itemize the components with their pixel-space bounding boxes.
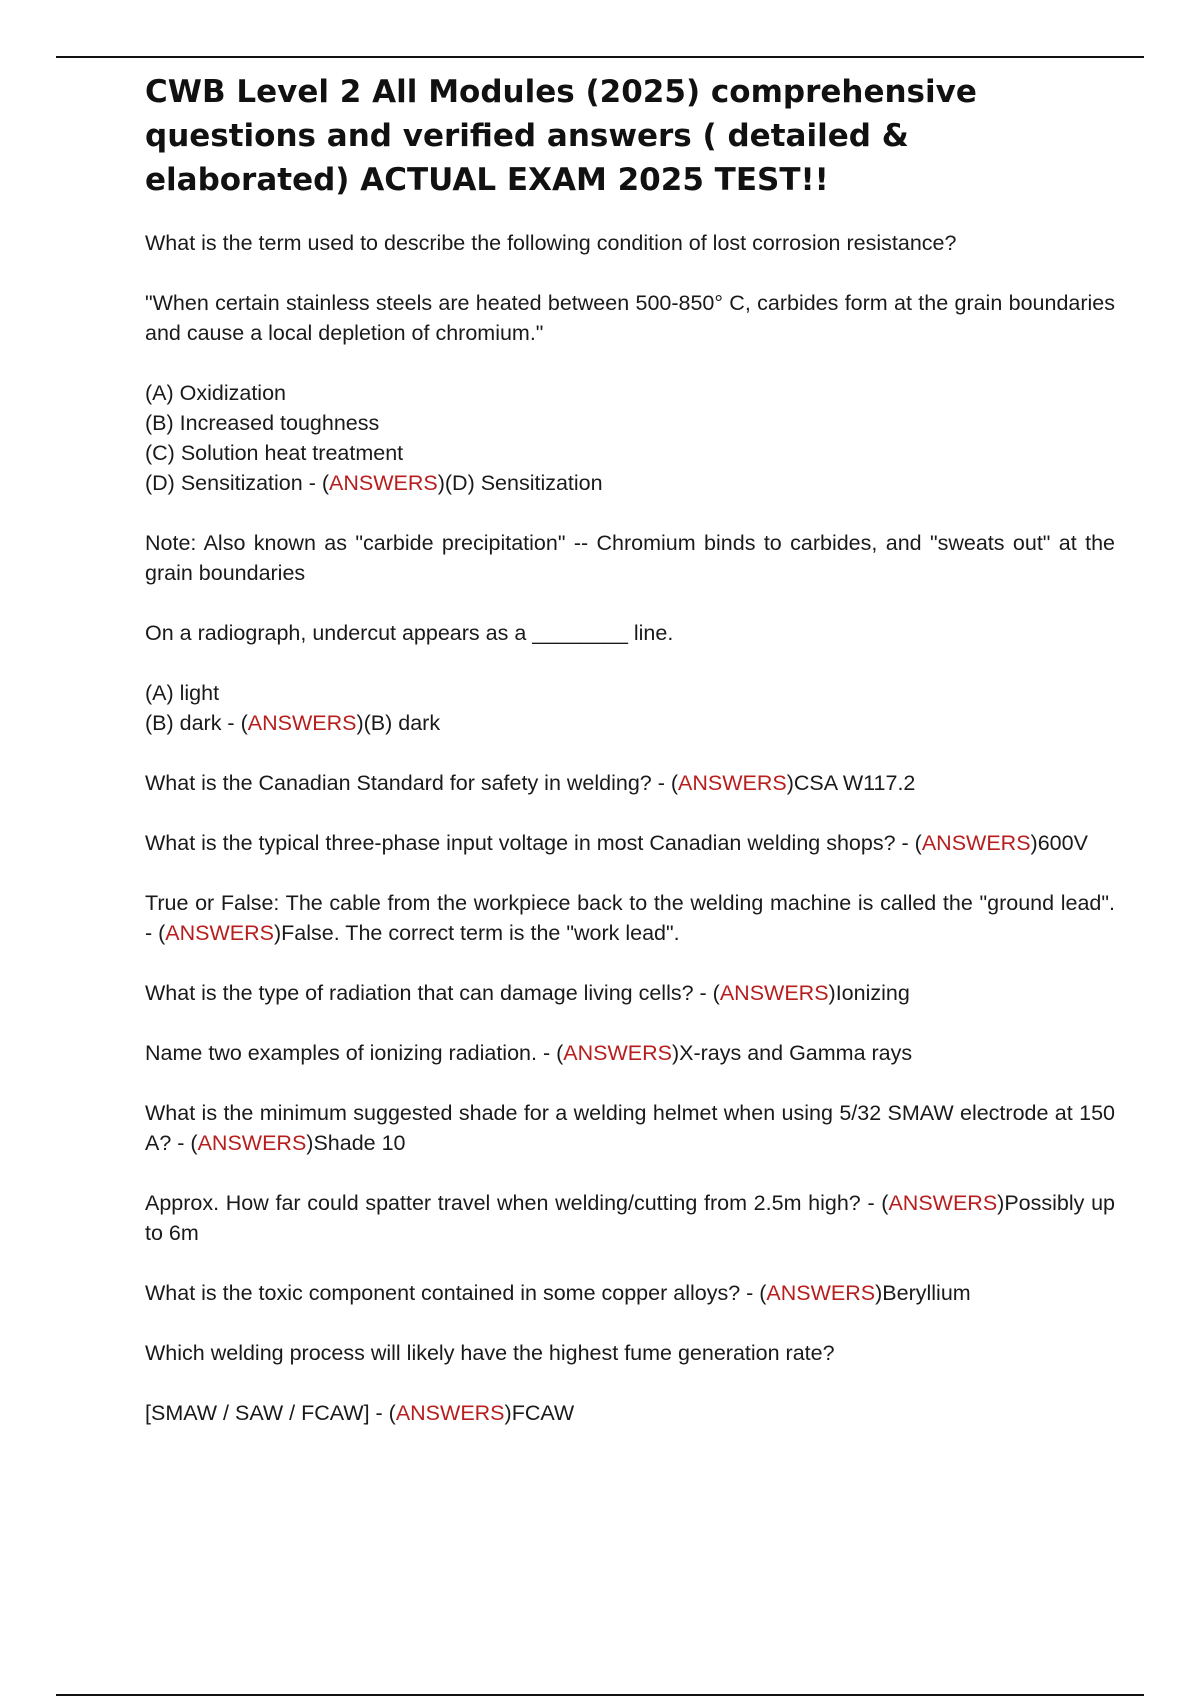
q11-choices: [SMAW / SAW / FCAW] - (ANSWERS)FCAW: [145, 1401, 575, 1425]
q3-answer: )CSA W117.2: [786, 771, 916, 795]
q11-answer: )FCAW: [504, 1401, 575, 1425]
answers-tag: ANSWERS: [921, 831, 1031, 855]
q1-option-b: (B) Increased toughness: [145, 411, 380, 435]
answers-tag: ANSWERS: [678, 771, 787, 795]
q8: What is the minimum suggested shade for a welding helmet when using 5/32 SMAW electrode at 150 A? - (ANSWERS)Shade 10: [145, 1101, 1115, 1155]
q8-answer: )Shade 10: [306, 1131, 406, 1155]
document-body: [145, 70, 1115, 1458]
answers-tag: ANSWERS: [247, 711, 357, 735]
answers-tag: ANSWERS: [766, 1281, 876, 1305]
q1-quote: "When certain stainless steels are heated between 500-850° C, carbides form at the grain boundaries and cause a local depletion of chromium.": [145, 291, 1115, 345]
q2-question: On a radiograph, undercut appears as a ________ line.: [145, 621, 674, 645]
answers-tag: ANSWERS: [888, 1191, 998, 1215]
answers-tag: ANSWERS: [197, 1131, 307, 1155]
q1-option-d: (D) Sensitization - (ANSWERS)(D) Sensitization: [145, 471, 603, 495]
q10-answer: )Beryllium: [875, 1281, 971, 1305]
q1-question: What is the term used to describe the following condition of lost corrosion resistance?: [145, 231, 957, 255]
q6-answer: )Ionizing: [828, 981, 910, 1005]
q5-answer: )False. The correct term is the "work lead".: [274, 921, 680, 945]
q10: What is the toxic component contained in some copper alloys? - (ANSWERS)Beryllium: [145, 1281, 971, 1305]
bottom-rule: [56, 1694, 1144, 1696]
q1-note: Note: Also known as "carbide precipitation" -- Chromium binds to carbides, and "sweats out" at the grain boundaries: [145, 531, 1115, 585]
q11-question: Which welding process will likely have the highest fume generation rate?: [145, 1341, 835, 1365]
q6: What is the type of radiation that can damage living cells? - (ANSWERS)Ionizing: [145, 981, 910, 1005]
answers-tag: ANSWERS: [395, 1401, 505, 1425]
answers-tag: ANSWERS: [563, 1041, 672, 1065]
top-rule: [56, 56, 1144, 58]
q9: Approx. How far could spatter travel when welding/cutting from 2.5m high? - (ANSWERS)Possibly up to 6m: [145, 1191, 1115, 1245]
q7-answer: )X-rays and Gamma rays: [671, 1041, 913, 1065]
q4: What is the typical three-phase input voltage in most Canadian welding shops? - (ANSWERS)600V: [145, 831, 1088, 855]
q5: True or False: The cable from the workpiece back to the welding machine is called the "ground lead". - (ANSWERS)False. The correct term is the "work lead".: [145, 891, 1115, 945]
q1-option-c: (C) Solution heat treatment: [145, 441, 404, 465]
q1-options: [145, 378, 1115, 498]
q2-options: [145, 678, 1115, 738]
q4-answer: )600V: [1030, 831, 1088, 855]
q3: What is the Canadian Standard for safety in welding? - (ANSWERS)CSA W117.2: [145, 771, 916, 795]
answers-tag: ANSWERS: [165, 921, 275, 945]
q2-option-a: (A) light: [145, 681, 220, 705]
q1-option-a: (A) Oxidization: [145, 381, 286, 405]
q9-answer: )Possibly up to 6m: [145, 1191, 1115, 1245]
q7: Name two examples of ionizing radiation. - (ANSWERS)X-rays and Gamma rays: [145, 1041, 913, 1065]
answers-tag: ANSWERS: [719, 981, 829, 1005]
document-title: CWB Level 2 All Modules (2025) comprehensive questions and verified answers ( detailed & elaborated) ACTUAL EXAM 2025 TEST!!: [145, 74, 977, 198]
q2-answer: )(B) dark: [356, 711, 441, 735]
q2-option-b: (B) dark - (ANSWERS)(B) dark: [145, 711, 441, 735]
q1-answer: )(D) Sensitization: [437, 471, 603, 495]
answers-tag: ANSWERS: [329, 471, 438, 495]
